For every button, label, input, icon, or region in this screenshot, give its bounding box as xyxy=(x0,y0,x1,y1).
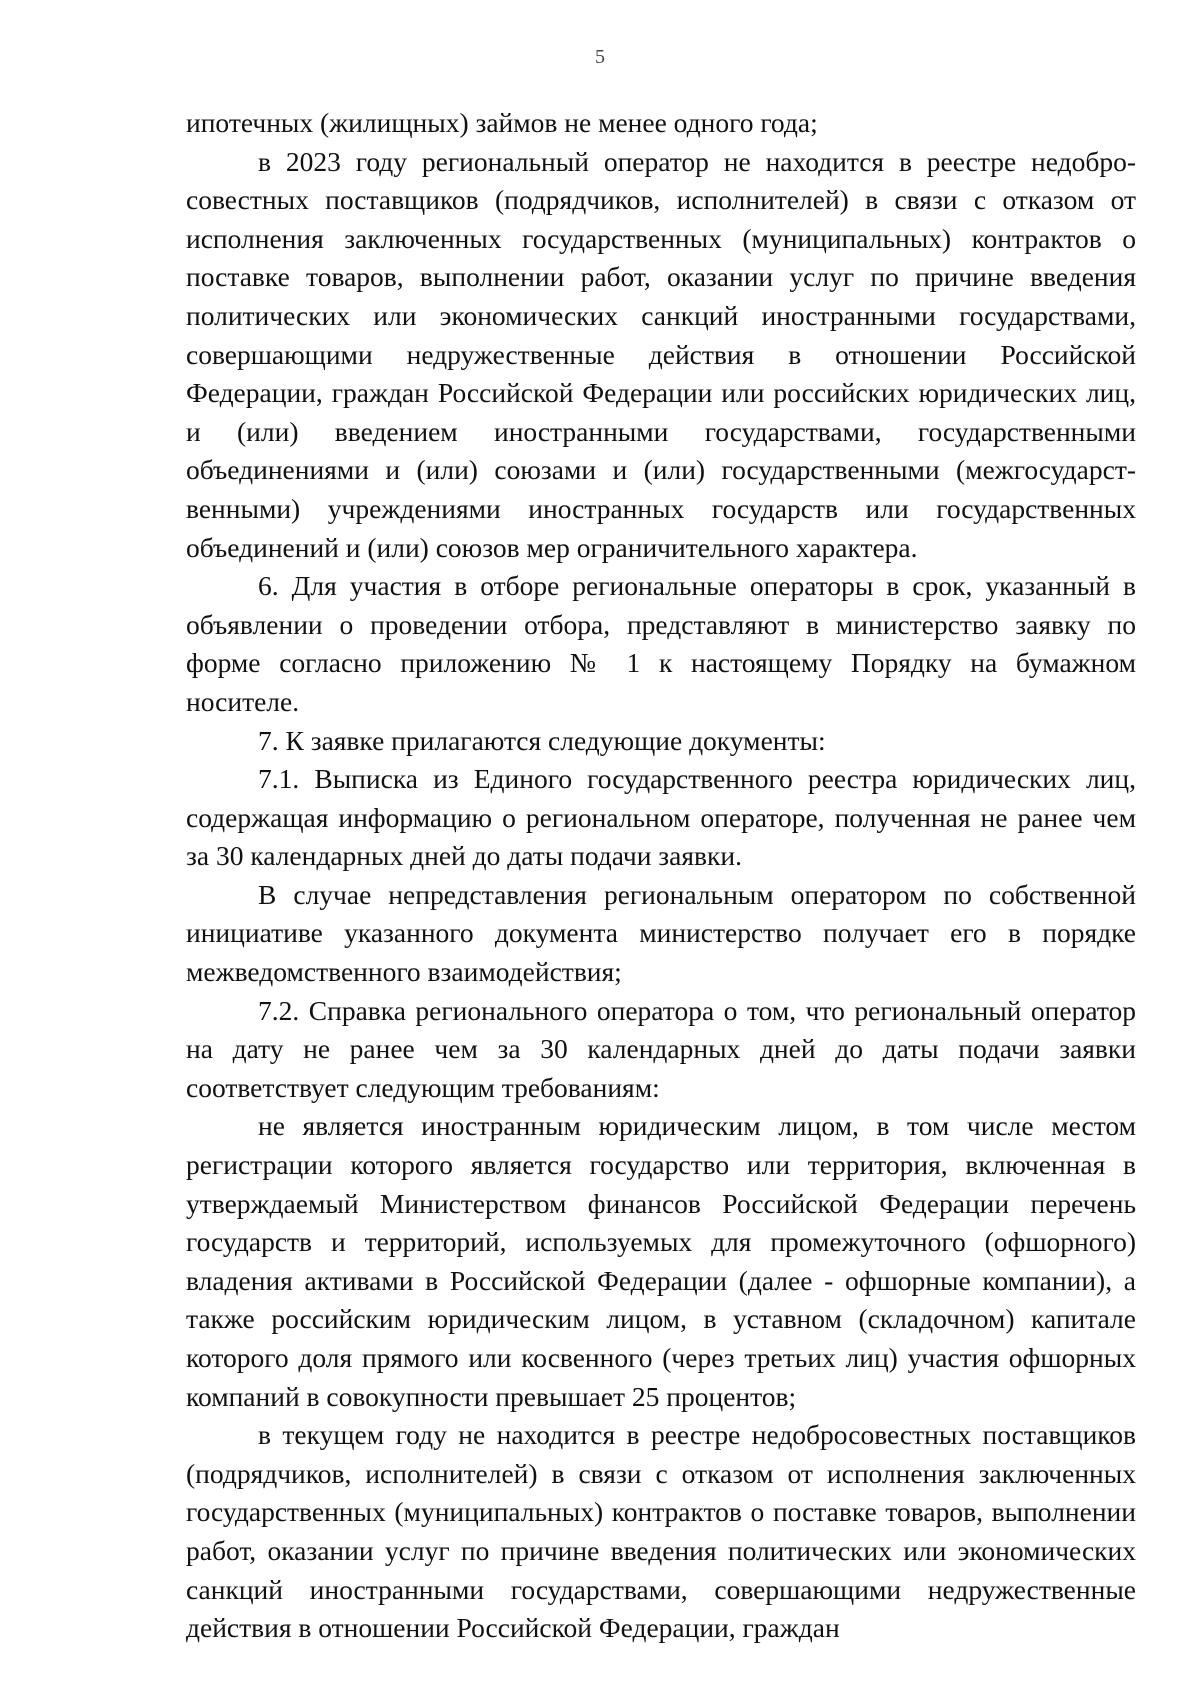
paragraph: 7.1. Выписка из Единого государственного реестра юридических лиц, содержащая информацию о региональном операторе, полученная не ранее чем за 30 календарных дней до даты подачи заявки. xyxy=(186,763,1136,872)
paragraph: 7.2. Справка регионального оператора о том, что региональный оператор на дату не ранее чем за 30 календарных дней до даты подачи заявки соответствует следующим требованиям: xyxy=(186,994,1136,1103)
paragraph: ипотечных (жилищных) займов не менее одного года; xyxy=(186,107,818,138)
paragraph: не является иностранным юридическим лицом, в том числе местом регистрации которого является государство или территория, включенная в утверждаемый Министерством финансов Российской Федерации перечень государств и территорий, используемых для промежуточного (офшорного) владения активами в Российской Федерации (далее - офшорные компании), а также российским юридическим лицом, в уставном (складочном) капитале которого доля прямого или косвенного (через третьих лиц) участия офшорных компаний в совокупности превышает 25 процентов; xyxy=(186,1110,1136,1412)
paragraph: в текущем году не находится в реестре недобросовестных поставщиков (подрядчиков, исполнителей) в связи с отказом от исполнения заключенных государственных (муниципальных) контрактов о поставке товаров, выполнении работ, оказании услуг по причине введения политических или экономических санкций иностранными государствами, совершающими недружественные действия в отношении Российской Федерации, граждан xyxy=(186,1419,1136,1644)
page-number: 5 xyxy=(595,46,605,68)
paragraph: В случае непредставления региональным оператором по собственной инициативе указанного документа министерство получает его в порядке межведомственного взаимодействия; xyxy=(186,878,1136,988)
paragraph: в 2023 году региональный оператор не находится в реестре недобро-совестных поставщиков (подрядчиков, исполнителей) в связи с отказом от исполнения заключенных государственных (муниципальных) контрактов о поставке товаров, выполнении работ, оказании услуг по причине введения политических или экономических санкций иностранными государствами, совершающими недружественные действия в отношении Российской Федерации, граждан Российской Федерации или российских юридических лиц, и (или) введением иностранными государствами, государственными объединениями и (или) союзами и (или) государственными (межгосударст-венными) учреждениями иностранных государств или государственных объединений и (или) союзов мер ограничительного характера. xyxy=(186,145,1136,563)
document-body xyxy=(186,104,1136,1648)
paragraph: 7. К заявке прилагаются следующие документы: xyxy=(258,724,826,756)
paragraph: 6. Для участия в отборе региональные операторы в срок, указанный в объявлении о проведении отбора, представляют в министерство заявку по форме согласно приложению № 1 к настоящему Порядку на бумажном носителе. xyxy=(186,570,1136,717)
